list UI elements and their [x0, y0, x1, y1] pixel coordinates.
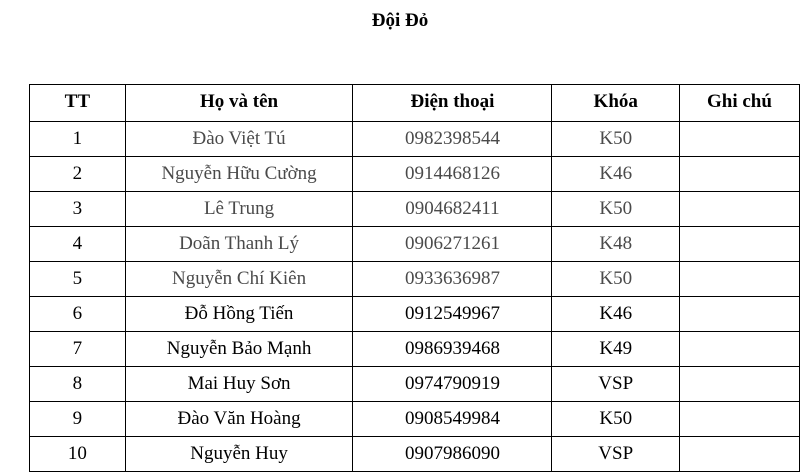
cell-batch: K50: [552, 192, 679, 227]
cell-batch: K48: [552, 227, 679, 262]
table-row: [30, 122, 800, 157]
cell-index: 6: [30, 297, 126, 332]
cell-phone: 0904682411: [353, 192, 552, 227]
cell-batch: VSP: [552, 437, 679, 472]
cell-name: Đỗ Hồng Tiến: [125, 297, 353, 332]
table-header-row: [30, 85, 800, 122]
cell-name: Nguyễn Chí Kiên: [125, 262, 353, 297]
cell-batch: K46: [552, 297, 679, 332]
cell-phone: 0914468126: [353, 157, 552, 192]
page-title: Đội Đỏ: [371, 10, 429, 31]
cell-note: [679, 122, 799, 157]
cell-batch: VSP: [552, 367, 679, 402]
cell-batch: K46: [552, 157, 679, 192]
cell-name: Nguyễn Bảo Mạnh: [125, 332, 353, 367]
table-row: [30, 227, 800, 262]
header-note: Ghi chú: [679, 85, 799, 122]
cell-phone: 0982398544: [353, 122, 552, 157]
cell-note: [679, 332, 799, 367]
cell-index: 5: [30, 262, 126, 297]
cell-name: Nguyễn Huy: [125, 437, 353, 472]
cell-index: 8: [30, 367, 126, 402]
cell-note: [679, 192, 799, 227]
cell-index: 7: [30, 332, 126, 367]
table-row: [30, 262, 800, 297]
cell-name: Mai Huy Sơn: [125, 367, 353, 402]
cell-phone: 0908549984: [353, 402, 552, 437]
cell-phone: 0986939468: [353, 332, 552, 367]
cell-index: 10: [30, 437, 126, 472]
cell-batch: K50: [552, 122, 679, 157]
cell-name: Nguyễn Hữu Cường: [125, 157, 353, 192]
cell-phone: 0907986090: [353, 437, 552, 472]
cell-name: Lê Trung: [125, 192, 353, 227]
cell-batch: K50: [552, 262, 679, 297]
cell-index: 9: [30, 402, 126, 437]
cell-note: [679, 437, 799, 472]
table-row: [30, 402, 800, 437]
cell-index: 3: [30, 192, 126, 227]
cell-note: [679, 367, 799, 402]
cell-phone: 0974790919: [353, 367, 552, 402]
cell-name: Đào Việt Tú: [125, 122, 353, 157]
header-index: TT: [30, 85, 126, 122]
cell-phone: 0906271261: [353, 227, 552, 262]
cell-note: [679, 297, 799, 332]
cell-name: Đào Văn Hoàng: [125, 402, 353, 437]
table-row: [30, 192, 800, 227]
cell-note: [679, 227, 799, 262]
cell-index: 2: [30, 157, 126, 192]
cell-note: [679, 402, 799, 437]
table-row: [30, 157, 800, 192]
cell-phone: 0933636987: [353, 262, 552, 297]
team-roster-table: [29, 84, 800, 472]
header-batch: Khóa: [552, 85, 679, 122]
cell-name: Doãn Thanh Lý: [125, 227, 353, 262]
cell-index: 1: [30, 122, 126, 157]
cell-note: [679, 262, 799, 297]
cell-index: 4: [30, 227, 126, 262]
header-phone: Điện thoại: [353, 85, 552, 122]
table-row: [30, 367, 800, 402]
table-row: [30, 332, 800, 367]
cell-batch: K50: [552, 402, 679, 437]
header-name: Họ và tên: [125, 85, 353, 122]
table-row: [30, 437, 800, 472]
cell-batch: K49: [552, 332, 679, 367]
cell-phone: 0912549967: [353, 297, 552, 332]
cell-note: [679, 157, 799, 192]
table-row: [30, 297, 800, 332]
